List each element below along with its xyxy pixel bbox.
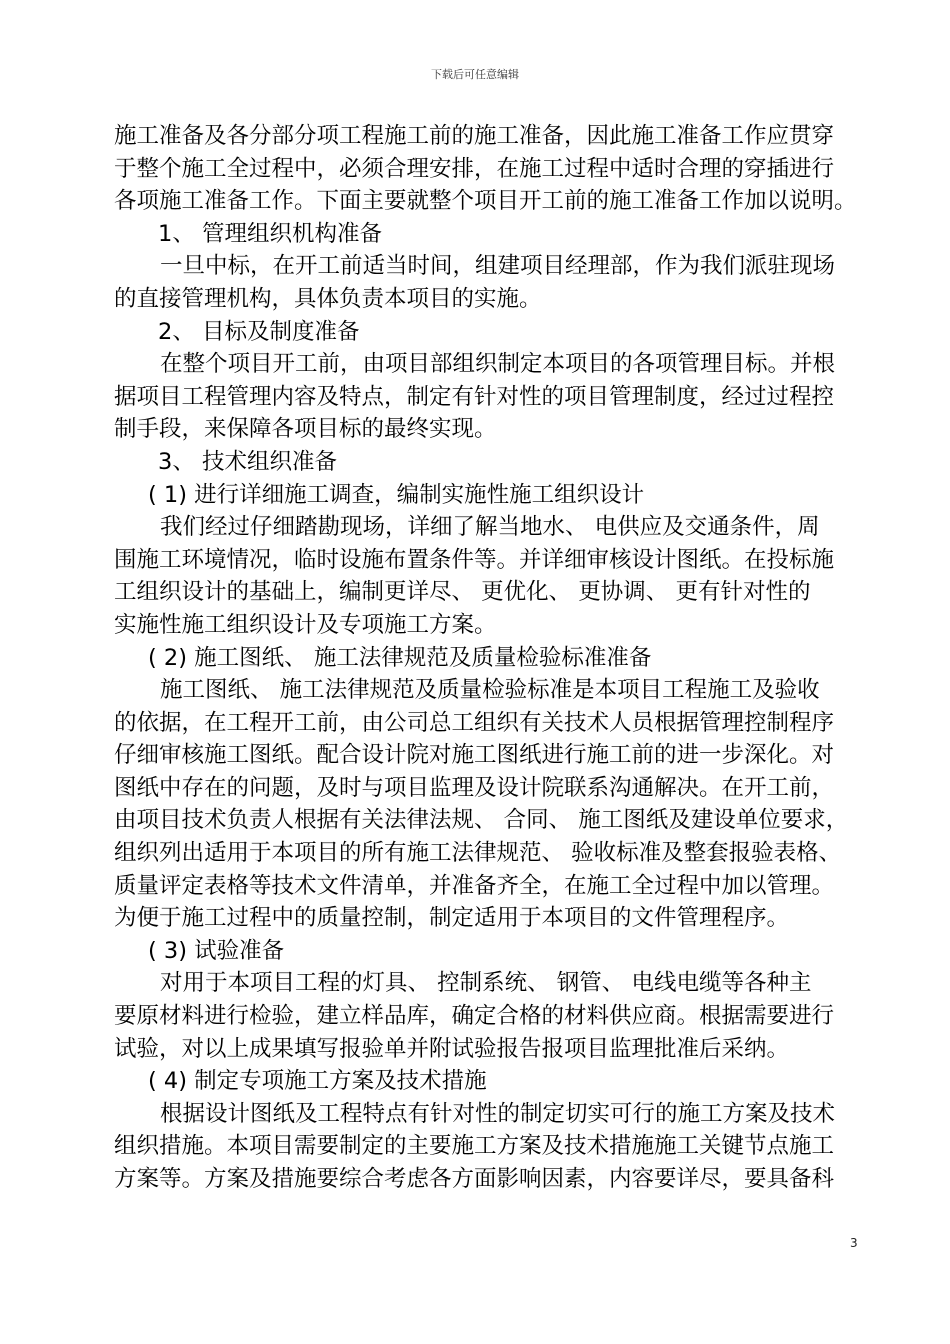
subsection-heading-4: ( 4) 制定专项施工方案及技术措施 xyxy=(148,1068,487,1095)
text-line: 一旦中标，在开工前适当时间，组建项目经理部，作为我们派驻现场 xyxy=(160,253,836,280)
page-header-note: 下载后可任意编辑 xyxy=(431,68,519,81)
text-line: 在整个项目开工前，由项目部组织制定本项目的各项管理目标。并根 xyxy=(160,351,836,378)
text-line: 据项目工程管理内容及特点，制定有针对性的项目管理制度，经过过程控 xyxy=(114,383,835,410)
text-line: 仔细审核施工图纸。配合设计院对施工图纸进行施工前的进一步深化。对 xyxy=(114,742,835,769)
text-line: 对用于本项目工程的灯具、 控制系统、 钢管、 电线电缆等各种主 xyxy=(160,970,812,997)
text-line: 我们经过仔细踏勘现场，详细了解当地水、 电供应及交通条件，周 xyxy=(160,514,820,541)
section-heading-1: 1、 管理组织机构准备 xyxy=(158,220,382,247)
text-line: 实施性施工组织设计及专项施工方案。 xyxy=(114,611,497,638)
text-line: 试验，对以上成果填写报验单并附试验报告报项目监理批准后采纳。 xyxy=(114,1035,790,1062)
text-line: 组织措施。本项目需要制定的主要施工方案及技术措施施工关键节点施工 xyxy=(114,1133,835,1160)
text-line: 各项施工准备工作。下面主要就整个项目开工前的施工准备工作加以说明。 xyxy=(114,188,857,215)
text-line: 的依据，在工程开工前，由公司总工组织有关技术人员根据管理控制程序 xyxy=(114,709,835,736)
document-body xyxy=(114,120,874,1196)
text-line: 图纸中存在的问题，及时与项目监理及设计院联系沟通解决。在开工前， xyxy=(114,774,835,801)
section-heading-3: 3、 技术组织准备 xyxy=(158,448,337,475)
text-line: 的直接管理机构，具体负责本项目的实施。 xyxy=(114,285,542,312)
text-line: 施工图纸、 施工法律规范及质量检验标准是本项目工程施工及验收 xyxy=(160,677,820,704)
page-number: 3 xyxy=(850,1236,858,1250)
text-line: 根据设计图纸及工程特点有针对性的制定切实可行的施工方案及技术 xyxy=(160,1100,836,1127)
text-line: 由项目技术负责人根据有关法律法规、 合同、 施工图纸及建设单位要求， xyxy=(114,807,849,834)
text-line: 为便于施工过程中的质量控制，制定适用于本项目的文件管理程序。 xyxy=(114,905,790,932)
text-line: 方案等。方案及措施要综合考虑各方面影响因素，内容要详尽，要具备科 xyxy=(114,1166,835,1192)
subsection-heading-2: ( 2) 施工图纸、 施工法律规范及质量检验标准准备 xyxy=(148,644,652,671)
text-line: 施工准备及各分部分项工程施工前的施工准备，因此施工准备工作应贯穿 xyxy=(114,123,835,149)
text-line: 围施工环境情况，临时设施布置条件等。并详细审核设计图纸。在投标施 xyxy=(114,546,835,573)
subsection-heading-1: ( 1) 进行详细施工调查，编制实施性施工组织设计 xyxy=(148,481,645,508)
text-line: 质量评定表格等技术文件清单，并准备齐全，在施工全过程中加以管理。 xyxy=(114,872,835,899)
text-line: 要原材料进行检验，建立样品库，确定合格的材料供应商。根据需要进行 xyxy=(114,1003,835,1030)
text-line: 于整个施工全过程中，必须合理安排，在施工过程中适时合理的穿插进行 xyxy=(114,155,835,182)
text-line: 制手段，来保障各项目标的最终实现。 xyxy=(114,416,497,443)
text-line: 组织列出适用于本项目的所有施工法律规范、 验收标准及整套报验表格、 xyxy=(114,840,842,867)
section-heading-2: 2、 目标及制度准备 xyxy=(158,318,360,345)
subsection-heading-3: ( 3) 试验准备 xyxy=(148,937,285,964)
text-line: 工组织设计的基础上，编制更详尽、 更优化、 更协调、 更有针对性的 xyxy=(114,579,811,606)
